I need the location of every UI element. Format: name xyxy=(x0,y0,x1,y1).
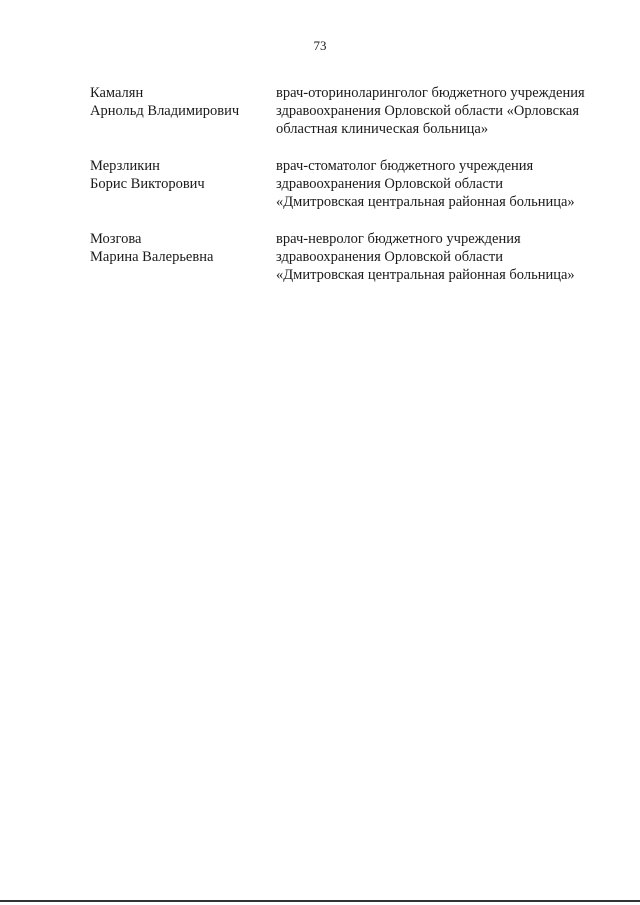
person-name xyxy=(90,84,276,138)
position-line: «Дмитровская центральная районная больница» xyxy=(276,194,575,210)
position-line: «Дмитровская центральная районная больница» xyxy=(276,267,575,283)
position-line: врач-оториноларинголог бюджетного учреждения xyxy=(276,85,585,101)
person-position xyxy=(276,157,610,211)
person-position xyxy=(276,84,610,138)
surname: Мозгова xyxy=(90,231,142,247)
list-item xyxy=(90,230,610,284)
appointee-list xyxy=(90,84,610,303)
position-line: врач-невролог бюджетного учреждения xyxy=(276,231,521,247)
person-name xyxy=(90,157,276,211)
position-line: врач-стоматолог бюджетного учреждения xyxy=(276,158,534,174)
position-line: здравоохранения Орловской области xyxy=(276,249,503,265)
given-names: Борис Викторович xyxy=(90,176,205,192)
given-names: Арнольд Владимирович xyxy=(90,103,240,119)
list-item xyxy=(90,157,610,211)
surname: Камалян xyxy=(90,85,144,101)
position-line: здравоохранения Орловской области «Орловская xyxy=(276,103,580,119)
page-number: 73 xyxy=(313,38,327,53)
given-names: Марина Валерьевна xyxy=(90,249,214,265)
page-bottom-rule xyxy=(0,900,640,902)
position-line: здравоохранения Орловской области xyxy=(276,176,503,192)
person-name xyxy=(90,230,276,284)
person-position xyxy=(276,230,610,284)
list-item xyxy=(90,84,610,138)
surname: Мерзликин xyxy=(90,158,160,174)
position-line: областная клиническая больница» xyxy=(276,121,489,137)
